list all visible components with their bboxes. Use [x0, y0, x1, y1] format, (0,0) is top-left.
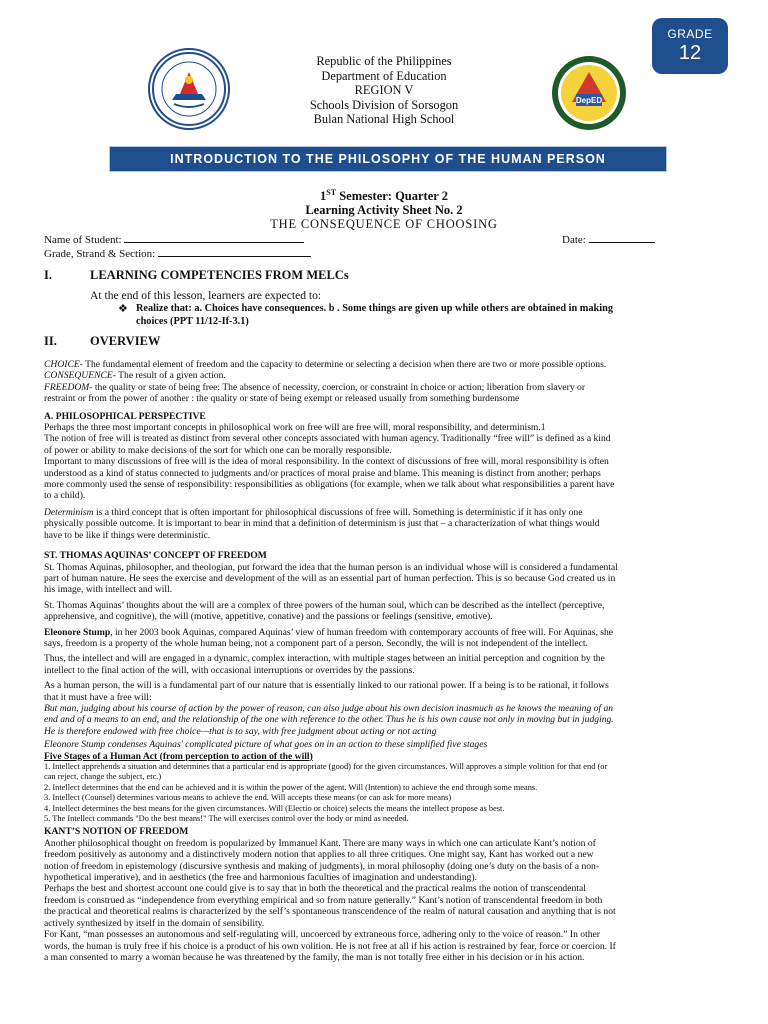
semester-line	[0, 188, 768, 204]
section-2-number: II.	[44, 334, 57, 348]
date-label: Date:	[562, 234, 586, 246]
kant-line-4: hypothetical imperative), and in aesthetics (the free and harmonious faculties of imagination and understanding).	[44, 872, 477, 884]
stage-2: 2. Intellect determines that the end can be achieved and it is within the power of the agent. Will (Intention) to achieve the end through some means.	[44, 782, 538, 792]
stage-4: 4. Intellect determines the best means for the given circumstances. Will (Electio or choice) selects the means the intellect propose as best.	[44, 803, 505, 813]
aquinas-quote-3: He is therefore endowed with free choice—that is to say, with free judgment about acting or not acting	[44, 725, 437, 737]
kant-line-5: Perhaps the best and shortest account one could give is to say that in both the theoretical and the practical realms the notion of transcendental	[44, 883, 586, 895]
kant-line-1: Another philosophical thought on freedom is popularized by Immanuel Kant. There are many ways in which one can articulate Kant’s notion of	[44, 837, 596, 849]
aquinas-p4-a: Thus, the intellect and will are engaged in a dynamic, complex interaction, with multiple stages between an initial perception and cognition by the	[44, 653, 605, 665]
aquinas-p2-a: St. Thomas Aquinas’ thoughts about the will are a complex of three powers of the human soul, which can be described as the intellect (perceptive,	[44, 599, 605, 611]
stage-3: 3. Intellect (Counsel) determines various means to achieve the end. Will accepts these means (or can ask for more means)	[44, 793, 452, 803]
aquinas-p1-a: St. Thomas Aquinas, philosopher, and theologian, put forward the idea that the human person is an individual whose will is considered a fundamental	[44, 561, 618, 573]
semester-rest: Semester: Quarter 2	[336, 189, 448, 204]
kant-line-6: freedom is construed as “independence from everything empirical and so from nature generally.” Kant’s notion of transcendental freedom in both	[44, 894, 603, 906]
def-choice	[44, 359, 734, 370]
stage-5: 5. The Intellect commands "Do the best means!" The will exercises control over the body or mind as needed.	[44, 814, 409, 824]
aquinas-p1-c: his image, with intellect and will.	[44, 584, 173, 596]
phil-line-3: of power or ability to make decisions of the sort for which one can be morally responsible.	[44, 444, 392, 456]
overview-body	[44, 359, 734, 963]
section-2-title: OVERVIEW	[90, 334, 161, 348]
date-line[interactable]	[589, 232, 655, 243]
freedom-text-2: restraint or from the power of another : the quality or state of being exempt or released usually from something burdensome	[44, 393, 520, 405]
date-field[interactable]	[562, 232, 655, 246]
header-line-2: Department of Education	[321, 68, 447, 83]
five-stages-heading: Five Stages of a Human Act (from perception to action of the will)	[44, 750, 313, 762]
competency-line-2: choices (PPT 11/12-If-3.1)	[136, 315, 249, 327]
determinism-term: Determinism	[44, 506, 94, 518]
aquinas-p3-b: says, freedom is a property of the whole human being, not a component part of a person. Secondly, the will is not independent of the intellect.	[44, 637, 588, 649]
phil-line-6: more commonly used the sense of responsibility: responsibilities as obligations (for example, when we talk about what responsibilities a parent have	[44, 479, 615, 491]
student-name-line[interactable]	[124, 232, 304, 243]
kant-line-11: a man consented to marry a woman because he was threatened by the family, the man is not totally free either in his decision or in his action.	[44, 951, 585, 963]
header-line-3: REGION V	[354, 83, 414, 97]
document-title: INTRODUCTION TO THE PHILOSOPHY OF THE HUMAN PERSON	[109, 146, 667, 172]
aquinas-p1-b: part of human nature. He sees the exercise and development of the will as an essential part of human perfection. This is so because God created us in	[44, 572, 616, 584]
freedom-term: FREEDOM-	[44, 381, 93, 393]
section-1-number: I.	[44, 268, 52, 282]
aquinas-heading: ST. THOMAS AQUINAS’ CONCEPT OF FREEDOM	[44, 550, 267, 562]
stage-1-a: 1. Intellect apprehends a situation and determines that a particular end is appropriate (good) for the given circumstances. Will approves a simple volition for that end (or	[44, 762, 608, 771]
section-1-intro: At the end of this lesson, learners are expected to:	[90, 289, 322, 302]
grade-number: 12	[678, 42, 702, 64]
header-line-4: Schools Division of Sorsogon	[309, 97, 459, 112]
grade-section-line[interactable]	[158, 246, 311, 257]
aquinas-p4-b: intellect to the final action of the will, with occasional interruptions or overrides by the passions.	[44, 664, 415, 676]
phil-line-1: Perhaps the three most important concepts in philosophical work on free will are free will, moral responsibility, and determinism.1	[44, 422, 546, 434]
seal-deped-text: DepED	[575, 96, 603, 105]
aquinas-quote-4: Eleonore Stump condenses Aquinas' complicated picture of what goes on in an action to these simplified five stages	[44, 739, 488, 751]
phil-line-2: The notion of free will is treated as distinct from several other concepts associated with human agency. Traditionally “free will” is defined as a kind	[44, 433, 611, 445]
aquinas-p2-b: apprehensive, and cognitive), the will (motive, appetitive, conative) and the passions or feelings (sensitive, emotive).	[44, 611, 493, 623]
kant-line-7: the practical and theoretical realms is characterized by the self’s spontaneous transcendence of the realm of natural causation and anything that is not	[44, 906, 616, 918]
aquinas-quote-2: end and of a means to an end, and the relationship of the one with reference to the other. Thus he is his own cause not only in moving but in judging.	[44, 714, 614, 726]
phil-line-7: to a child).	[44, 490, 86, 502]
bullet-icon: ❖	[118, 303, 128, 315]
student-name-field[interactable]	[44, 232, 304, 246]
choice-text: The fundamental element of freedom and the capacity to determine or selecting a decision when there are two or more possible options.	[82, 359, 607, 370]
aquinas-p5-a: As a human person, the will is a fundamental part of our nature that is essentially linked to our rational power. If a being is to be rational, it follows	[44, 680, 609, 692]
kant-line-3: notion of freedom in epistemology (discursive synthesis and making of judgments), in moral philosophy (doing one’s duty on the basis of a non-	[44, 860, 600, 872]
lesson-subtitle: THE CONSEQUENCE OF CHOOSING	[270, 217, 498, 231]
def-freedom	[44, 382, 734, 393]
kant-line-2: freedom positively as autonomy and a distinctively modern notion that applies to all three critiques. One might say, Kant has worked out a new	[44, 849, 594, 861]
philosophical-heading: A. PHILOSOPHICAL PERSPECTIVE	[44, 410, 206, 422]
school-header	[0, 54, 768, 127]
det-line-3: have to be like if things were deterministic.	[44, 529, 211, 541]
aquinas-p3-a-text: , in her 2003 book Aquinas, compared Aquinas’ view of human freedom with contemporary accounts of free will. For Aquinas, she	[110, 626, 614, 638]
def-consequence	[44, 370, 734, 381]
semester-sup: ST	[326, 188, 337, 197]
stage-1-b: can reject, change the subject, etc.)	[44, 772, 162, 782]
aquinas-p5-b: that it must have a free will:	[44, 691, 152, 703]
det-line-2: physically possible outcome. It is important to bear in mind that a definition of determinism is just that – a characterization of what things would	[44, 518, 600, 530]
competency-text	[136, 303, 613, 328]
grade-section-label: Grade, Strand & Section:	[44, 248, 156, 260]
competency-line-1: Realize that: a. Choices have consequences. b . Some things are given up while others are obtained in making	[136, 303, 614, 314]
grade-label: GRADE	[667, 27, 713, 41]
header-line-5: Bulan National High School	[313, 112, 455, 126]
kant-line-8: actively synthesized by itself in the domain of sensibility.	[44, 917, 265, 929]
consequence-text: The result of a given action.	[115, 370, 226, 382]
activity-sheet-number: Learning Activity Sheet No. 2	[305, 203, 463, 217]
aquinas-p3-a	[44, 627, 734, 638]
consequence-term: CONSEQUENCE-	[44, 370, 116, 382]
phil-line-5: understood as a kind of status connected to judgments and/or practices of moral praise and blame. This meaning is distinct from another; perhaps	[44, 467, 601, 479]
header-line-1: Republic of the Philippines	[316, 54, 452, 68]
determinism-para	[44, 507, 734, 518]
stump-name: Eleonore Stump	[44, 626, 111, 638]
grade-section-field[interactable]	[44, 246, 311, 260]
school-seal-logo	[550, 54, 628, 132]
kant-heading: KANT’S NOTION OF FREEDOM	[44, 826, 189, 838]
semester-num: 1	[320, 189, 327, 204]
kant-line-10: words, the human is truly free if his choice is a product of his own volition. He is not free at all if his action is restrained by fear, force or coercion. If	[44, 940, 616, 952]
kant-line-9: For Kant, “man possesses an autonomous and self-regulating will, uncoerced by extraneous force, adhering only to the voice of reason.” In other	[44, 929, 601, 941]
phil-line-4: Important to many discussions of free will is the idea of moral responsibility. In the context of discussions of free will, moral responsibility is often	[44, 456, 609, 468]
section-1-title: LEARNING COMPETENCIES FROM MELCs	[90, 268, 349, 282]
det-line-1: is a third concept that is often important for philosophical discussions of free will. Something is deterministic if it has only one	[93, 506, 583, 518]
student-name-label: Name of Student:	[44, 234, 122, 246]
freedom-text-1: the quality or state of being free: The absence of necessity, coercion, or constraint in choice or action; liberation from slavery or	[92, 381, 586, 393]
aquinas-quote-1: But man, judging about his course of action by the power of reason, can also judge about his own decision inasmuch as he knows the meaning of an	[44, 702, 614, 714]
choice-term: CHOICE-	[44, 359, 83, 370]
